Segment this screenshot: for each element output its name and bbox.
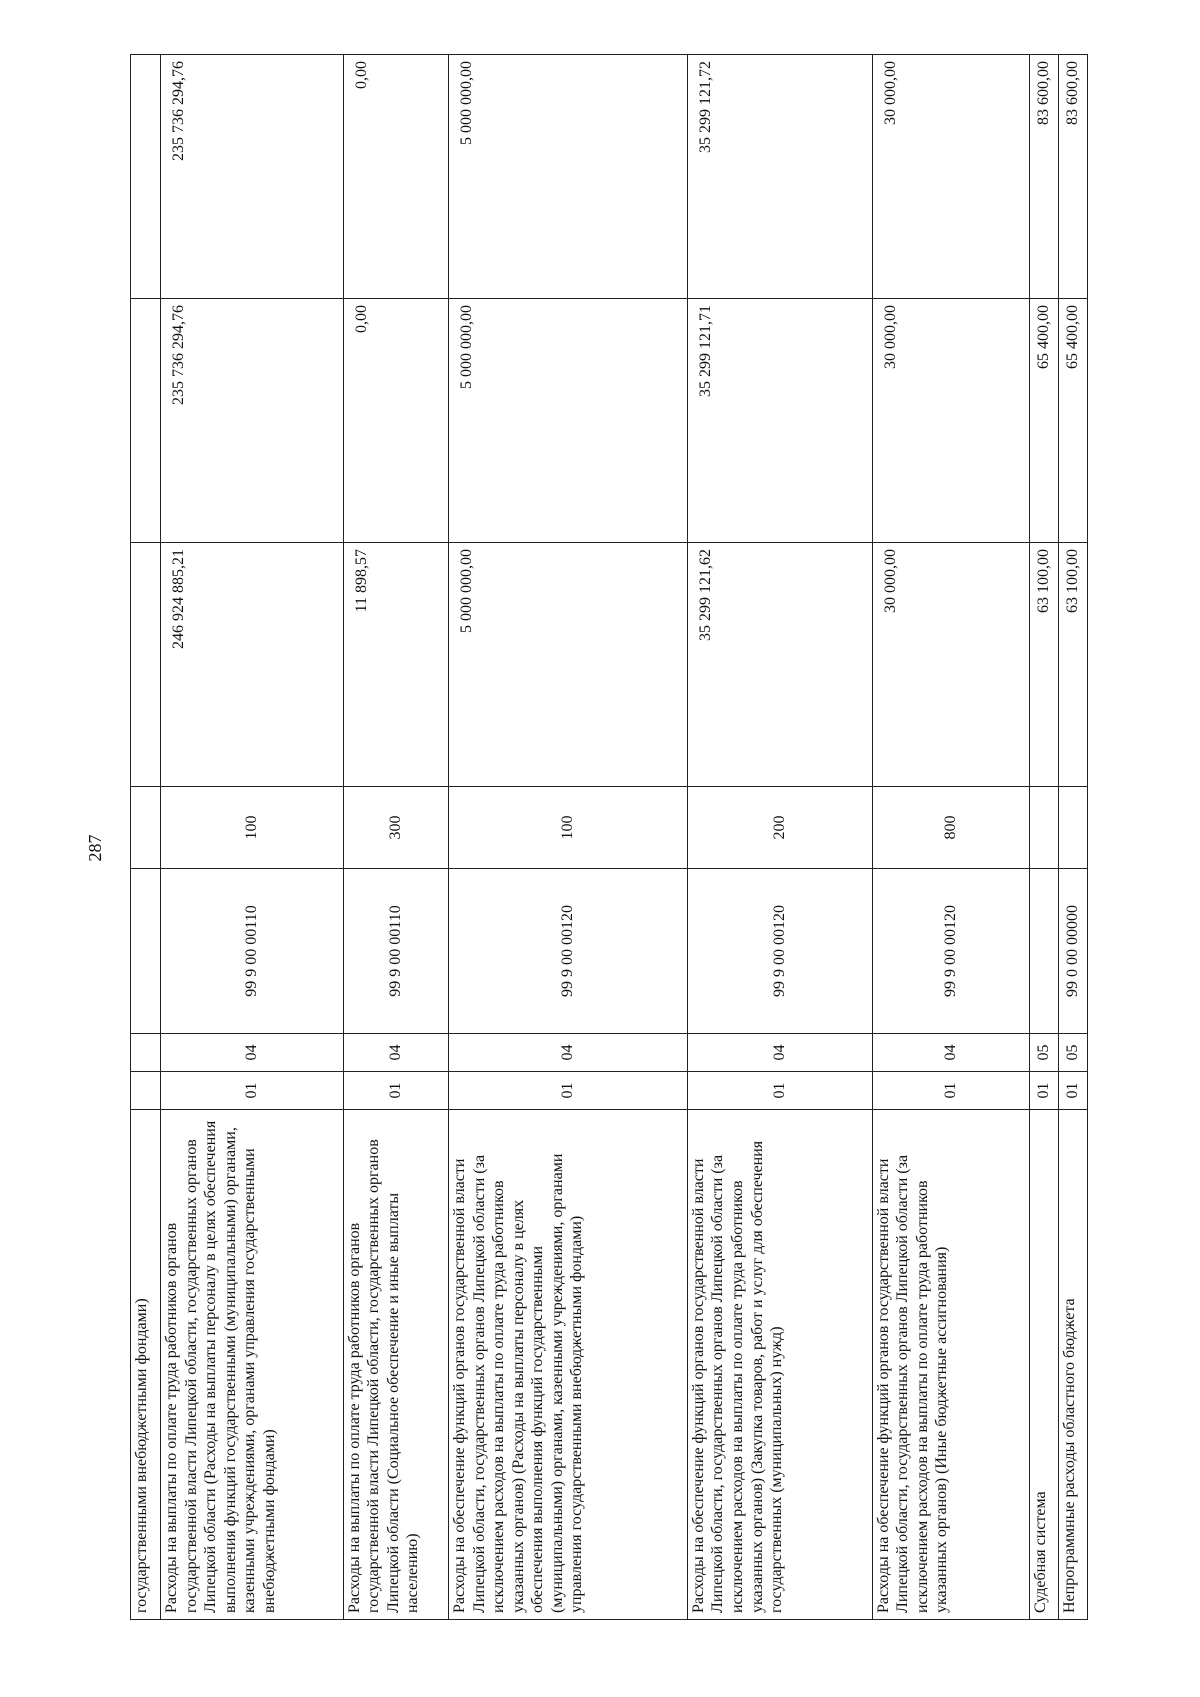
subsection-code: 05 — [1058, 1034, 1087, 1072]
amount-year-3 — [131, 55, 161, 299]
amount-year-3: 35 299 121,72 — [687, 55, 872, 299]
amount-year-2: 235 736 294,76 — [161, 299, 344, 543]
amount-year-1: 246 924 885,21 — [161, 543, 344, 787]
amount-year-2: 30 000,00 — [872, 299, 1029, 543]
table-row — [449, 55, 688, 1620]
amount-year-3: 30 000,00 — [872, 55, 1029, 299]
row-name: Расходы на обеспечение функций органов государственной власти Липецкой области, государственных органов Липецкой области (за исключением расходов на выплаты по оплате труда работников указанных органов) (Иные бюджетные ассигнования) — [872, 1110, 1029, 1620]
subsection-code: 04 — [161, 1034, 344, 1072]
section-code: 01 — [161, 1072, 344, 1110]
row-name: государственными внебюджетными фондами) — [131, 1110, 161, 1620]
row-name: Расходы на обеспечение функций органов государственной власти Липецкой области, государственных органов Липецкой области (за исключением расходов на выплаты по оплате труда работников указанных органов) (Закупка товаров, работ и услуг для обеспечения государственных (муниципальных) нужд) — [687, 1110, 872, 1620]
amount-year-1: 5 000 000,00 — [449, 543, 688, 787]
amount-year-2: 35 299 121,71 — [687, 299, 872, 543]
amount-year-2: 0,00 — [343, 299, 448, 543]
page-number: 287 — [85, 834, 105, 862]
amount-year-1: 30 000,00 — [872, 543, 1029, 787]
row-name: Расходы на выплаты по оплате труда работников органов государственной власти Липецкой области, государственных органов Липецкой области (Социальное обеспечение и иные выплаты населению) — [343, 1110, 448, 1620]
expense-type: 200 — [687, 787, 872, 869]
expense-type — [1029, 787, 1058, 869]
expense-type: 300 — [343, 787, 448, 869]
section-code: 01 — [343, 1072, 448, 1110]
amount-year-2: 5 000 000,00 — [449, 299, 688, 543]
amount-year-1: 63 100,00 — [1029, 543, 1058, 787]
expense-type: 800 — [872, 787, 1029, 869]
section-code: 01 — [1058, 1072, 1087, 1110]
table-row — [343, 55, 448, 1620]
amount-year-3: 83 600,00 — [1029, 55, 1058, 299]
table-row — [131, 55, 161, 1620]
section-code: 01 — [872, 1072, 1029, 1110]
table-row — [1058, 55, 1087, 1620]
subsection-code: 04 — [687, 1034, 872, 1072]
table-row — [872, 55, 1029, 1620]
row-name: Непрограммные расходы областного бюджета — [1058, 1110, 1087, 1620]
amount-year-3: 235 736 294,76 — [161, 55, 344, 299]
subsection-code: 05 — [1029, 1034, 1058, 1072]
section-code: 01 — [449, 1072, 688, 1110]
row-name: Расходы на выплаты по оплате труда работников органов государственной власти Липецкой области, государственных органов Липецкой области (Расходы на выплаты персоналу в целях обеспечения выполнения функций государственными (муниципальными) органами, казенными учреждениями, органами управления государственными внебюджетными фондами) — [161, 1110, 344, 1620]
table-row — [687, 55, 872, 1620]
target-article — [1029, 869, 1058, 1034]
amount-year-2 — [131, 299, 161, 543]
table-row — [161, 55, 344, 1620]
target-article: 99 9 00 00120 — [449, 869, 688, 1034]
subsection-code: 04 — [449, 1034, 688, 1072]
target-article: 99 9 00 00120 — [687, 869, 872, 1034]
amount-year-1: 63 100,00 — [1058, 543, 1087, 787]
section-code — [131, 1072, 161, 1110]
amount-year-1 — [131, 543, 161, 787]
subsection-code: 04 — [872, 1034, 1029, 1072]
amount-year-2: 65 400,00 — [1029, 299, 1058, 543]
target-article: 99 9 00 00110 — [161, 869, 344, 1034]
target-article: 99 0 00 00000 — [1058, 869, 1087, 1034]
expense-type — [1058, 787, 1087, 869]
subsection-code — [131, 1034, 161, 1072]
row-name: Судебная система — [1029, 1110, 1058, 1620]
target-article — [131, 869, 161, 1034]
target-article: 99 9 00 00110 — [343, 869, 448, 1034]
expense-type — [131, 787, 161, 869]
target-article: 99 9 00 00120 — [872, 869, 1029, 1034]
amount-year-3: 5 000 000,00 — [449, 55, 688, 299]
amount-year-2: 65 400,00 — [1058, 299, 1087, 543]
amount-year-3: 83 600,00 — [1058, 55, 1087, 299]
row-name: Расходы на обеспечение функций органов государственной власти Липецкой области, государственных органов Липецкой области (за исключением расходов на выплаты по оплате труда работников указанных органов) (Расходы на выплаты персоналу в целях обеспечения выполнения функций государственными (муниципальными) органами, казенными учреждениями, органами управления государственными внебюджетными фондами) — [449, 1110, 688, 1620]
amount-year-1: 35 299 121,62 — [687, 543, 872, 787]
section-code: 01 — [687, 1072, 872, 1110]
expense-type: 100 — [449, 787, 688, 869]
expense-type: 100 — [161, 787, 344, 869]
budget-table-wrapper — [130, 55, 1088, 1620]
section-code: 01 — [1029, 1072, 1058, 1110]
amount-year-1: 11 898,57 — [343, 543, 448, 787]
budget-table — [130, 54, 1088, 1620]
table-row — [1029, 55, 1058, 1620]
amount-year-3: 0,00 — [343, 55, 448, 299]
subsection-code: 04 — [343, 1034, 448, 1072]
